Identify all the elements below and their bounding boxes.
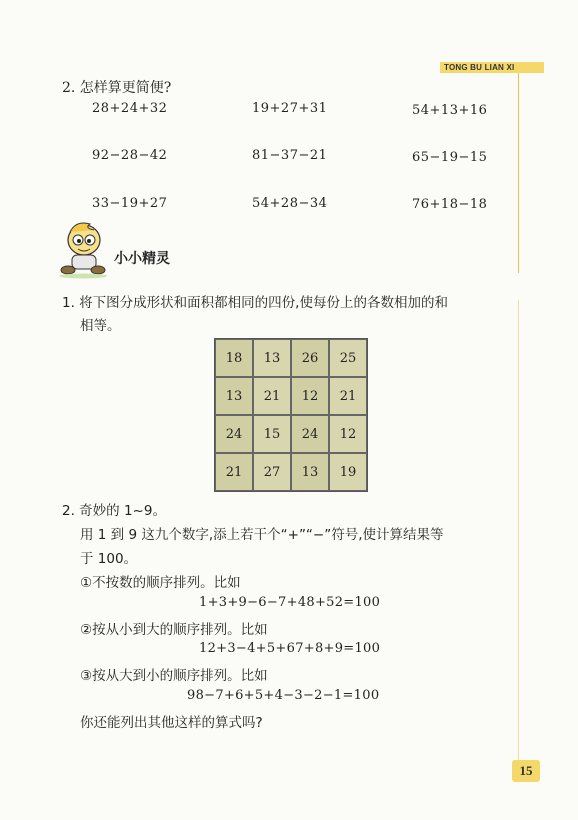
section-title: 小小精灵 bbox=[114, 251, 170, 267]
grid-cell: 24 bbox=[291, 415, 329, 453]
grid-cell: 26 bbox=[291, 339, 329, 377]
grid-cell: 21 bbox=[253, 377, 291, 415]
expression: 81−37−21 bbox=[252, 148, 328, 163]
header-label: TONG BU LIAN XI bbox=[440, 62, 544, 73]
expression: 65−19−15 bbox=[412, 150, 488, 165]
grid-cell: 13 bbox=[291, 453, 329, 491]
puzzle-2-question: 你还能列出其他这样的算式吗? bbox=[80, 715, 263, 731]
grid-cell: 12 bbox=[329, 415, 367, 453]
puzzle-2-item-1: ①不按数的顺序排列。比如 bbox=[80, 575, 241, 591]
puzzle-2-desc-cont: 于 100。 bbox=[80, 551, 138, 567]
grid-cell: 13 bbox=[253, 339, 291, 377]
puzzle-2-title: 2. 奇妙的 1~9。 bbox=[62, 503, 166, 519]
page-number: 15 bbox=[512, 760, 540, 782]
grid-cell: 13 bbox=[215, 377, 253, 415]
expression: 28+24+32 bbox=[92, 101, 168, 116]
grid-cell: 19 bbox=[329, 453, 367, 491]
grid-cell: 12 bbox=[291, 377, 329, 415]
expression: 54+28−34 bbox=[252, 196, 328, 211]
grid-cell: 24 bbox=[215, 415, 253, 453]
equation-2: 12+3−4+5+67+8+9=100 bbox=[199, 641, 381, 656]
puzzle-1-text: 1. 将下图分成形状和面积都相同的四份,使每份上的各数相加的和 bbox=[62, 295, 448, 311]
expression: 92−28−42 bbox=[92, 148, 168, 163]
equation-1: 1+3+9−6−7+48+52=100 bbox=[199, 595, 381, 610]
puzzle-1-text-cont: 相等。 bbox=[80, 318, 121, 334]
expression: 33−19+27 bbox=[92, 196, 168, 211]
grid-cell: 21 bbox=[215, 453, 253, 491]
equation-3: 98−7+6+5+4−3−2−1=100 bbox=[187, 688, 380, 703]
grid-cell: 15 bbox=[253, 415, 291, 453]
grid-cell: 21 bbox=[329, 377, 367, 415]
puzzle-2-desc: 用 1 到 9 这九个数字,添上若干个“+”“−”符号,使计算结果等 bbox=[80, 527, 444, 543]
grid-cell: 25 bbox=[329, 339, 367, 377]
grid-cell: 18 bbox=[215, 339, 253, 377]
expression: 76+18−18 bbox=[412, 197, 488, 212]
cartoon-mascot-icon bbox=[54, 218, 112, 280]
puzzle-2-item-3: ③按从大到小的顺序排列。比如 bbox=[80, 668, 268, 684]
grid-cell: 27 bbox=[253, 453, 291, 491]
margin-line bbox=[518, 73, 519, 273]
margin-line-lower bbox=[518, 300, 519, 770]
number-grid bbox=[214, 338, 368, 492]
expression: 19+27+31 bbox=[252, 101, 328, 116]
question-2-title: 2. 怎样算更简便? bbox=[62, 80, 172, 96]
puzzle-2-item-2: ②按从小到大的顺序排列。比如 bbox=[80, 622, 268, 638]
expression: 54+13+16 bbox=[412, 103, 488, 118]
